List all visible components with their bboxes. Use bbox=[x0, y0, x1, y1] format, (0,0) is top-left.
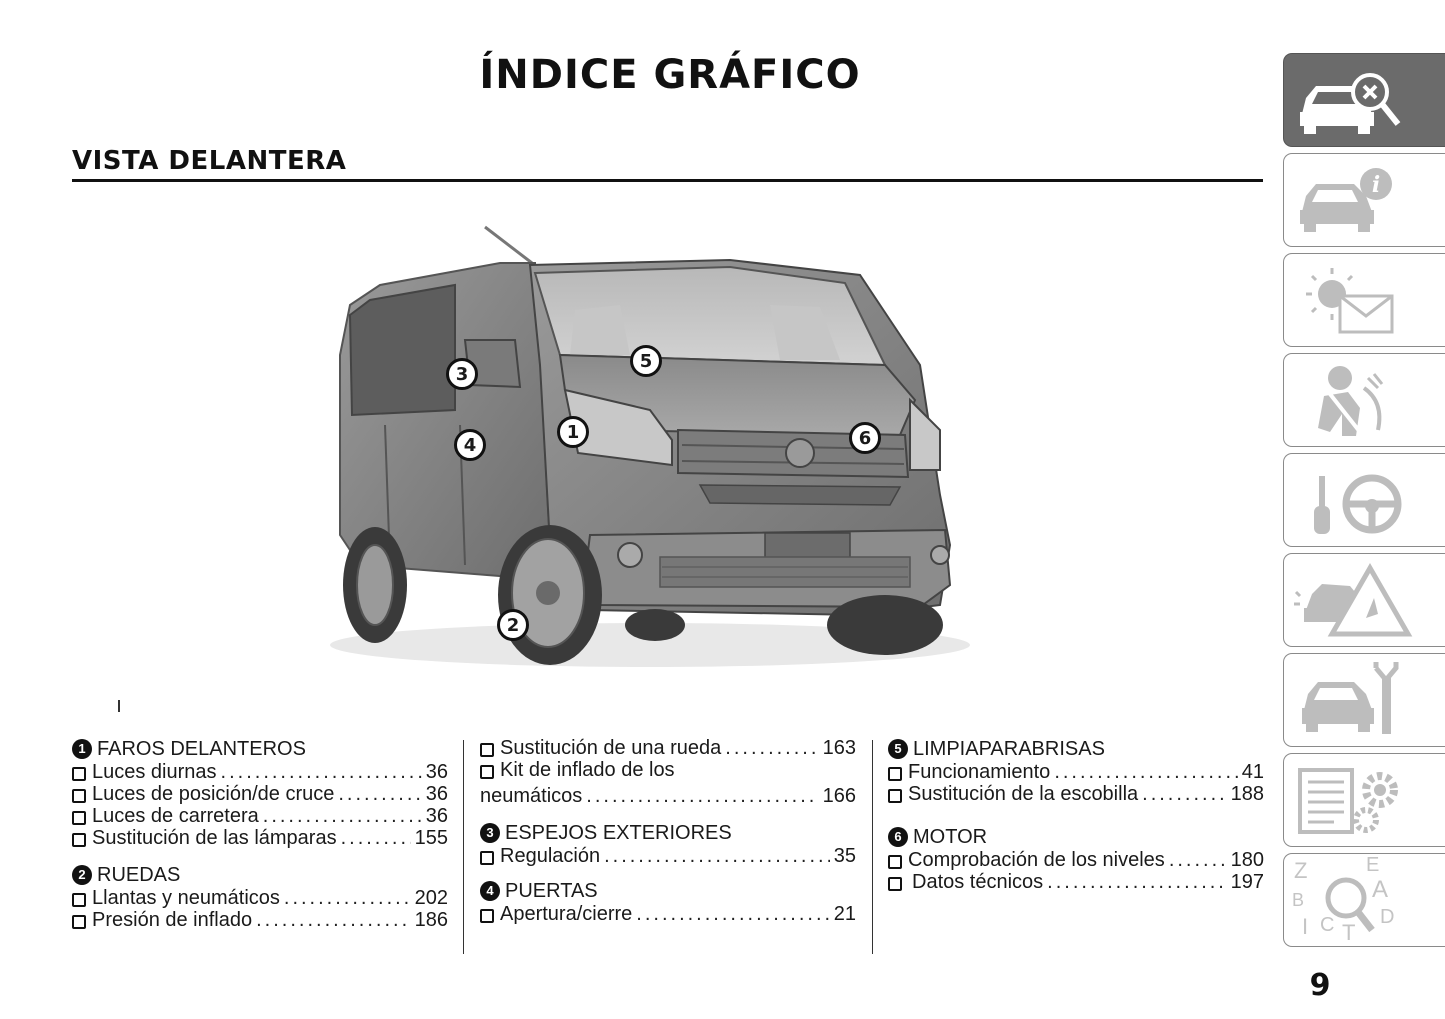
bullet-box-icon bbox=[480, 743, 494, 757]
car-emergency-triangle-icon bbox=[1294, 562, 1414, 640]
bullet-box-icon bbox=[888, 877, 902, 891]
number-badge: 1 bbox=[72, 739, 92, 759]
index-group bbox=[72, 863, 448, 931]
entry-page: 163 bbox=[822, 737, 856, 759]
car-maintenance-wrench-icon bbox=[1294, 662, 1414, 740]
entry-page: 166 bbox=[822, 785, 856, 807]
column-divider bbox=[463, 740, 464, 954]
bullet-box-icon bbox=[888, 789, 902, 803]
index-letter: E bbox=[1366, 854, 1380, 876]
index-entry[interactable] bbox=[72, 887, 448, 909]
entry-page: 35 bbox=[833, 845, 856, 867]
bullet-box-icon bbox=[480, 909, 494, 923]
leader-dots bbox=[604, 845, 830, 867]
entry-label: Luces de posición/de cruce bbox=[92, 783, 335, 805]
entry-label: Sustitución de la escobilla bbox=[908, 783, 1139, 805]
number-badge: 6 bbox=[888, 827, 908, 847]
van-front-illustration bbox=[300, 215, 1000, 675]
entry-label: Luces de carretera bbox=[92, 805, 259, 827]
bullet-box-icon bbox=[480, 851, 494, 865]
entry-label: Sustitución de una rueda bbox=[500, 737, 722, 759]
group-heading bbox=[480, 821, 856, 845]
entry-label: Funcionamiento bbox=[908, 761, 1051, 783]
index-group bbox=[72, 737, 448, 849]
index-column-3 bbox=[888, 737, 1264, 907]
callout-marker: 3 bbox=[446, 358, 478, 390]
entry-label: Apertura/cierre bbox=[500, 903, 633, 925]
entry-label: Comprobación de los niveles bbox=[908, 849, 1165, 871]
callout-marker: 4 bbox=[454, 429, 486, 461]
entry-label: Llantas y neumáticos bbox=[92, 887, 280, 909]
tab-knowing-vehicle[interactable] bbox=[1283, 153, 1445, 247]
group-heading bbox=[72, 737, 448, 761]
callout-marker: 5 bbox=[630, 345, 662, 377]
leader-dots bbox=[263, 805, 422, 827]
index-letter: D bbox=[1380, 906, 1395, 928]
tab-technical-data[interactable] bbox=[1283, 753, 1445, 847]
bullet-box-icon bbox=[888, 855, 902, 869]
warning-light-message-icon bbox=[1294, 262, 1414, 340]
leader-dots bbox=[1169, 849, 1227, 871]
index-group bbox=[480, 879, 856, 925]
margin-mark bbox=[118, 700, 120, 712]
bullet-box-icon bbox=[72, 893, 86, 907]
bullet-box-icon bbox=[480, 765, 494, 779]
index-letter: C bbox=[1320, 914, 1335, 936]
tab-alphabetical-index[interactable] bbox=[1283, 853, 1445, 947]
group-heading-text: LIMPIAPARABRISAS bbox=[913, 738, 1105, 760]
tab-starting-driving[interactable] bbox=[1283, 453, 1445, 547]
section-title: VISTA DELANTERA bbox=[72, 146, 347, 176]
index-letter: A bbox=[1372, 876, 1389, 903]
leader-dots bbox=[586, 785, 818, 807]
svg-text:i: i bbox=[1371, 172, 1381, 198]
column-divider bbox=[872, 740, 873, 954]
tab-graphic-index[interactable] bbox=[1283, 53, 1445, 147]
bullet-box-icon bbox=[888, 767, 902, 781]
index-entry[interactable] bbox=[480, 759, 856, 781]
group-heading-text: RUEDAS bbox=[97, 864, 181, 886]
bullet-box-icon bbox=[72, 915, 86, 929]
leader-dots bbox=[341, 827, 411, 849]
index-entry[interactable] bbox=[888, 871, 1264, 893]
index-column-2 bbox=[480, 737, 856, 939]
leader-dots bbox=[284, 887, 411, 909]
entry-label: Sustitución de las lámparas bbox=[92, 827, 337, 849]
leader-dots bbox=[256, 909, 411, 931]
group-heading bbox=[72, 863, 448, 887]
technical-data-gears-icon bbox=[1294, 762, 1414, 840]
group-heading bbox=[888, 737, 1264, 761]
index-letter: I bbox=[1302, 914, 1309, 939]
tab-emergency[interactable] bbox=[1283, 553, 1445, 647]
index-entry[interactable] bbox=[480, 737, 856, 759]
number-badge: 5 bbox=[888, 739, 908, 759]
index-entry[interactable] bbox=[888, 849, 1264, 871]
page-number: 9 bbox=[1309, 968, 1331, 1003]
page-title: ÍNDICE GRÁFICO bbox=[479, 52, 861, 98]
number-badge: 3 bbox=[480, 823, 500, 843]
bullet-box-icon bbox=[72, 789, 86, 803]
leader-dots bbox=[1047, 871, 1226, 893]
group-heading-text: FAROS DELANTEROS bbox=[97, 738, 306, 760]
leader-dots bbox=[636, 903, 829, 925]
entry-label: Kit de inflado de los bbox=[500, 759, 675, 781]
key-steering-wheel-icon bbox=[1294, 462, 1414, 540]
index-group bbox=[480, 737, 856, 807]
entry-page: 180 bbox=[1230, 849, 1264, 871]
entry-label: Presión de inflado bbox=[92, 909, 253, 931]
callout-marker: 2 bbox=[497, 609, 529, 641]
index-entry[interactable] bbox=[480, 903, 856, 925]
entry-page: 202 bbox=[414, 887, 448, 909]
index-entry[interactable] bbox=[72, 805, 448, 827]
bullet-box-icon bbox=[72, 811, 86, 825]
index-entry[interactable] bbox=[888, 761, 1264, 783]
tab-instrument-panel[interactable] bbox=[1283, 253, 1445, 347]
entry-page: 41 bbox=[1241, 761, 1264, 783]
entry-page: 36 bbox=[425, 783, 448, 805]
number-badge: 2 bbox=[72, 865, 92, 885]
entry-page: 197 bbox=[1230, 871, 1264, 893]
callout-marker: 1 bbox=[557, 416, 589, 448]
leader-dots bbox=[1054, 761, 1237, 783]
leader-dots bbox=[725, 737, 818, 759]
entry-page: 155 bbox=[414, 827, 448, 849]
tab-maintenance[interactable] bbox=[1283, 653, 1445, 747]
leader-dots bbox=[221, 761, 422, 783]
bullet-box-icon bbox=[72, 767, 86, 781]
index-letter: B bbox=[1292, 890, 1305, 910]
index-group bbox=[888, 825, 1264, 893]
car-info-icon bbox=[1294, 162, 1414, 240]
index-entry[interactable] bbox=[888, 783, 1264, 805]
group-heading-text: MOTOR bbox=[913, 826, 988, 848]
index-entry-continuation[interactable] bbox=[480, 781, 856, 807]
leader-dots bbox=[1142, 783, 1226, 805]
entry-page: 186 bbox=[414, 909, 448, 931]
index-entry[interactable] bbox=[480, 845, 856, 867]
entry-label-continuation: neumáticos bbox=[480, 785, 583, 807]
airbag-seatbelt-icon bbox=[1294, 362, 1414, 440]
section-rule bbox=[72, 179, 1263, 182]
group-heading bbox=[888, 825, 1264, 849]
group-heading bbox=[480, 879, 856, 903]
entry-page: 36 bbox=[425, 761, 448, 783]
entry-label: Regulación bbox=[500, 845, 601, 867]
index-entry[interactable] bbox=[72, 827, 448, 849]
index-letter: T bbox=[1342, 920, 1356, 945]
index-group bbox=[480, 821, 856, 867]
leader-dots bbox=[338, 783, 421, 805]
entry-label: Luces diurnas bbox=[92, 761, 217, 783]
callout-marker: 6 bbox=[849, 422, 881, 454]
index-column-1 bbox=[72, 737, 448, 945]
entry-page: 36 bbox=[425, 805, 448, 827]
index-group bbox=[888, 737, 1264, 805]
group-heading-text: ESPEJOS EXTERIORES bbox=[505, 822, 732, 844]
index-letter: Z bbox=[1294, 858, 1308, 883]
index-entry[interactable] bbox=[72, 783, 448, 805]
entry-page: 21 bbox=[833, 903, 856, 925]
index-entry[interactable] bbox=[72, 909, 448, 931]
group-heading-text: PUERTAS bbox=[505, 880, 598, 902]
entry-page: 188 bbox=[1230, 783, 1264, 805]
bullet-box-icon bbox=[72, 833, 86, 847]
entry-label: Datos técnicos bbox=[912, 871, 1044, 893]
number-badge: 4 bbox=[480, 881, 500, 901]
index-entry[interactable] bbox=[72, 761, 448, 783]
car-magnifier-icon bbox=[1294, 62, 1414, 140]
tab-safety[interactable] bbox=[1283, 353, 1445, 447]
